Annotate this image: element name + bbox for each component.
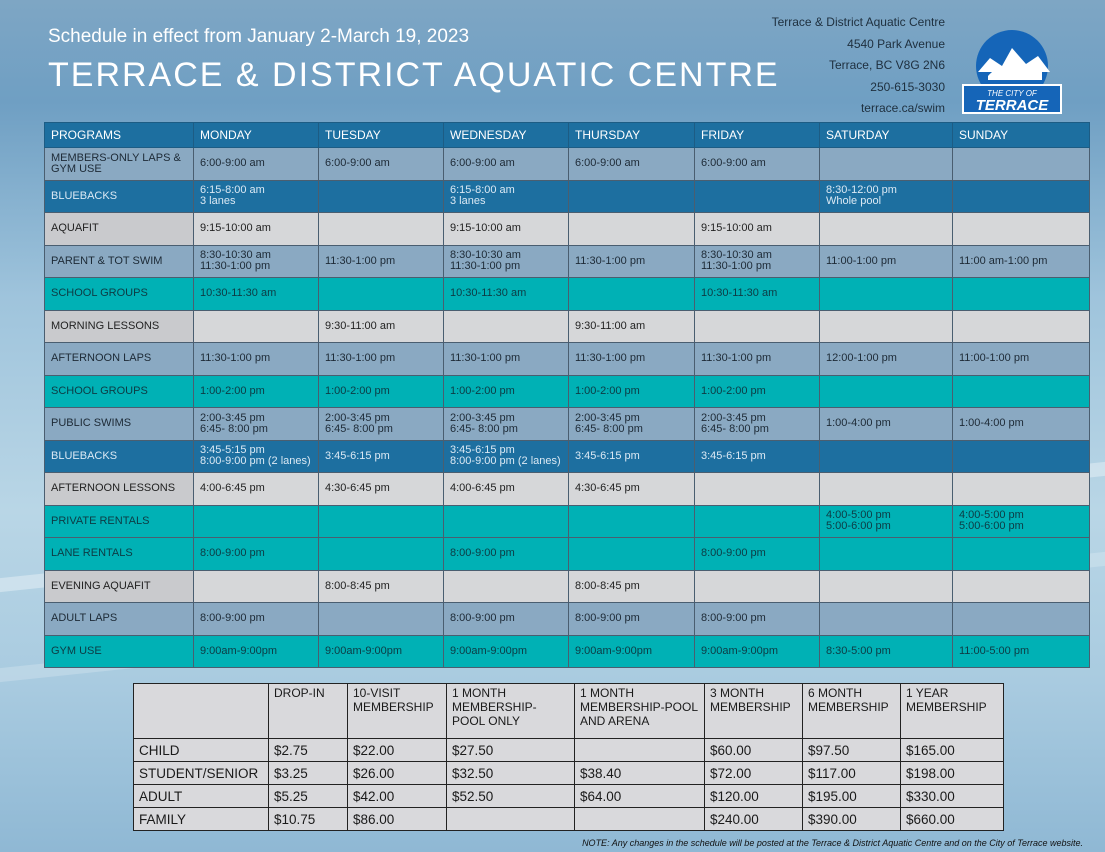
schedule-cell xyxy=(319,213,444,246)
schedule-cell: 9:00am-9:00pm xyxy=(695,635,820,668)
schedule-cell xyxy=(319,278,444,311)
schedule-cell: 8:00-8:45 pm xyxy=(319,570,444,603)
rates-col-header: DROP-IN xyxy=(269,684,348,739)
rate-category: ADULT xyxy=(134,785,269,808)
schedule-cell xyxy=(444,505,569,538)
schedule-cell: 11:30-1:00 pm xyxy=(695,343,820,376)
program-name: SCHOOL GROUPS xyxy=(45,278,194,311)
schedule-cell: 6:15-8:00 am 3 lanes xyxy=(444,180,569,213)
schedule-cell xyxy=(319,180,444,213)
schedule-col-header: TUESDAY xyxy=(319,123,444,148)
schedule-cell: 9:00am-9:00pm xyxy=(569,635,695,668)
rates-col-header: 1 MONTH MEMBERSHIP-POOL AND ARENA xyxy=(575,684,705,739)
schedule-row xyxy=(45,570,1090,603)
schedule-cell: 9:00am-9:00pm xyxy=(444,635,569,668)
schedule-cell: 6:00-9:00 am xyxy=(319,148,444,181)
schedule-cell: 9:15-10:00 am xyxy=(194,213,319,246)
contact-address: 4540 Park Avenue xyxy=(847,36,945,51)
program-name: MORNING LESSONS xyxy=(45,310,194,343)
rates-col-header: 6 MONTH MEMBERSHIP xyxy=(803,684,901,739)
schedule-cell xyxy=(319,538,444,571)
rate-price: $390.00 xyxy=(803,808,901,831)
schedule-cell xyxy=(319,603,444,636)
rate-price xyxy=(575,808,705,831)
schedule-cell: 3:45-5:15 pm 8:00-9:00 pm (2 lanes) xyxy=(194,440,319,473)
schedule-header-row xyxy=(45,123,1090,148)
schedule-cell: 10:30-11:30 am xyxy=(695,278,820,311)
program-name: ADULT LAPS xyxy=(45,603,194,636)
schedule-cell: 11:00-1:00 pm xyxy=(953,343,1090,376)
schedule-cell xyxy=(319,505,444,538)
schedule-row xyxy=(45,278,1090,311)
schedule-cell: 1:00-4:00 pm xyxy=(953,408,1090,441)
rates-row xyxy=(134,785,1004,808)
schedule-cell xyxy=(820,538,953,571)
rate-price: $5.25 xyxy=(269,785,348,808)
rate-price: $198.00 xyxy=(901,762,1004,785)
program-name: BLUEBACKS xyxy=(45,440,194,473)
schedule-cell: 11:30-1:00 pm xyxy=(319,245,444,278)
schedule-cell: 2:00-3:45 pm 6:45- 8:00 pm xyxy=(319,408,444,441)
schedule-cell: 8:00-9:00 pm xyxy=(695,538,820,571)
rate-price: $240.00 xyxy=(705,808,803,831)
schedule-row xyxy=(45,245,1090,278)
schedule-cell: 8:30-12:00 pm Whole pool xyxy=(820,180,953,213)
schedule-cell xyxy=(953,375,1090,408)
schedule-cell xyxy=(820,375,953,408)
contact-city: Terrace, BC V8G 2N6 xyxy=(828,58,945,72)
rate-price: $38.40 xyxy=(575,762,705,785)
schedule-cell: 8:30-10:30 am 11:30-1:00 pm xyxy=(695,245,820,278)
schedule-cell: 1:00-2:00 pm xyxy=(319,375,444,408)
program-name: EVENING AQUAFIT xyxy=(45,570,194,603)
program-name: AQUAFIT xyxy=(45,213,194,246)
schedule-cell xyxy=(569,505,695,538)
schedule-cell: 2:00-3:45 pm 6:45- 8:00 pm xyxy=(695,408,820,441)
schedule-cell: 4:00-5:00 pm 5:00-6:00 pm xyxy=(953,505,1090,538)
schedule-row xyxy=(45,635,1090,668)
schedule-cell: 4:00-5:00 pm 5:00-6:00 pm xyxy=(820,505,953,538)
schedule-row xyxy=(45,538,1090,571)
schedule-cell: 9:00am-9:00pm xyxy=(194,635,319,668)
schedule-cell xyxy=(953,310,1090,343)
schedule-cell: 11:30-1:00 pm xyxy=(569,343,695,376)
contact-name: Terrace & District Aquatic Centre xyxy=(771,15,945,29)
schedule-cell: 9:30-11:00 am xyxy=(319,310,444,343)
rates-col-header xyxy=(134,684,269,739)
schedule-cell: 12:00-1:00 pm xyxy=(820,343,953,376)
rate-price: $660.00 xyxy=(901,808,1004,831)
schedule-cell: 8:30-10:30 am 11:30-1:00 pm xyxy=(444,245,569,278)
rate-price xyxy=(575,739,705,762)
schedule-cell: 9:15-10:00 am xyxy=(444,213,569,246)
schedule-cell: 8:00-9:00 pm xyxy=(444,538,569,571)
rate-price xyxy=(447,808,575,831)
rate-price: $60.00 xyxy=(705,739,803,762)
schedule-cell: 6:00-9:00 am xyxy=(444,148,569,181)
rate-price: $195.00 xyxy=(803,785,901,808)
program-name: LANE RENTALS xyxy=(45,538,194,571)
rates-col-header: 1 MONTH MEMBERSHIP-POOL ONLY xyxy=(447,684,575,739)
program-name: PRIVATE RENTALS xyxy=(45,505,194,538)
program-name: AFTERNOON LAPS xyxy=(45,343,194,376)
schedule-col-header: PROGRAMS xyxy=(45,123,194,148)
schedule-cell xyxy=(953,603,1090,636)
schedule-cell xyxy=(820,603,953,636)
schedule-cell xyxy=(569,213,695,246)
schedule-cell xyxy=(820,213,953,246)
rate-price: $330.00 xyxy=(901,785,1004,808)
schedule-cell: 8:00-9:00 pm xyxy=(194,538,319,571)
schedule-cell xyxy=(953,538,1090,571)
schedule-cell: 3:45-6:15 pm xyxy=(569,440,695,473)
rates-header-row xyxy=(134,684,1004,739)
program-name: SCHOOL GROUPS xyxy=(45,375,194,408)
schedule-cell: 3:45-6:15 pm xyxy=(695,440,820,473)
schedule-cell: 2:00-3:45 pm 6:45- 8:00 pm xyxy=(569,408,695,441)
schedule-note: NOTE: Any changes in the schedule will be posted at the Terrace & District Aquatic Centre and on the City of Terrace website. xyxy=(582,838,1083,848)
schedule-col-header: FRIDAY xyxy=(695,123,820,148)
schedule-cell xyxy=(953,180,1090,213)
schedule-row xyxy=(45,603,1090,636)
schedule-cell: 4:00-6:45 pm xyxy=(194,473,319,506)
schedule-cell: 4:30-6:45 pm xyxy=(319,473,444,506)
schedule-cell: 11:00-5:00 pm xyxy=(953,635,1090,668)
city-of-terrace-logo xyxy=(958,28,1066,116)
schedule-cell: 1:00-2:00 pm xyxy=(444,375,569,408)
rate-category: STUDENT/SENIOR xyxy=(134,762,269,785)
schedule-cell xyxy=(194,570,319,603)
rates-row xyxy=(134,762,1004,785)
program-name: BLUEBACKS xyxy=(45,180,194,213)
rates-table xyxy=(133,683,1004,831)
schedule-table xyxy=(44,122,1090,668)
schedule-cell: 8:00-9:00 pm xyxy=(194,603,319,636)
rate-price: $3.25 xyxy=(269,762,348,785)
schedule-cell xyxy=(953,473,1090,506)
schedule-cell: 10:30-11:30 am xyxy=(194,278,319,311)
contact-phone: 250-615-3030 xyxy=(870,79,945,94)
schedule-cell: 4:00-6:45 pm xyxy=(444,473,569,506)
schedule-cell: 1:00-2:00 pm xyxy=(695,375,820,408)
schedule-cell: 9:30-11:00 am xyxy=(569,310,695,343)
schedule-row xyxy=(45,148,1090,181)
schedule-cell: 11:30-1:00 pm xyxy=(444,343,569,376)
schedule-col-header: MONDAY xyxy=(194,123,319,148)
schedule-row xyxy=(45,180,1090,213)
schedule-cell xyxy=(695,180,820,213)
schedule-col-header: SATURDAY xyxy=(820,123,953,148)
schedule-cell: 11:30-1:00 pm xyxy=(319,343,444,376)
rate-price: $26.00 xyxy=(348,762,447,785)
schedule-cell: 11:30-1:00 pm xyxy=(194,343,319,376)
program-name: MEMBERS-ONLY LAPS & GYM USE xyxy=(45,148,194,181)
schedule-cell: 8:00-9:00 pm xyxy=(569,603,695,636)
rate-price: $22.00 xyxy=(348,739,447,762)
rate-price: $117.00 xyxy=(803,762,901,785)
schedule-cell: 6:00-9:00 am xyxy=(569,148,695,181)
schedule-cell xyxy=(695,505,820,538)
program-name: GYM USE xyxy=(45,635,194,668)
schedule-cell xyxy=(953,570,1090,603)
rate-price: $27.50 xyxy=(447,739,575,762)
schedule-cell xyxy=(820,278,953,311)
schedule-cell: 8:00-9:00 pm xyxy=(695,603,820,636)
schedule-row xyxy=(45,505,1090,538)
rate-price: $10.75 xyxy=(269,808,348,831)
schedule-row xyxy=(45,375,1090,408)
schedule-cell: 3:45-6:15 pm xyxy=(319,440,444,473)
contact-block xyxy=(772,12,945,120)
rate-price: $2.75 xyxy=(269,739,348,762)
schedule-cell: 6:15-8:00 am 3 lanes xyxy=(194,180,319,213)
schedule-cell xyxy=(820,440,953,473)
rates-col-header: 3 MONTH MEMBERSHIP xyxy=(705,684,803,739)
rate-category: CHILD xyxy=(134,739,269,762)
schedule-cell: 11:00-1:00 pm xyxy=(820,245,953,278)
rates-row xyxy=(134,739,1004,762)
schedule-cell xyxy=(569,538,695,571)
program-name: PARENT & TOT SWIM xyxy=(45,245,194,278)
logo-text-small: THE CITY OF xyxy=(987,89,1037,98)
schedule-cell: 8:30-10:30 am 11:30-1:00 pm xyxy=(194,245,319,278)
rate-price: $72.00 xyxy=(705,762,803,785)
schedule-cell xyxy=(953,440,1090,473)
rate-price: $165.00 xyxy=(901,739,1004,762)
rate-category: FAMILY xyxy=(134,808,269,831)
schedule-cell xyxy=(569,278,695,311)
schedule-cell: 10:30-11:30 am xyxy=(444,278,569,311)
schedule-cell: 8:00-9:00 pm xyxy=(444,603,569,636)
schedule-cell: 9:15-10:00 am xyxy=(695,213,820,246)
rate-price: $64.00 xyxy=(575,785,705,808)
schedule-cell: 1:00-4:00 pm xyxy=(820,408,953,441)
rate-price: $52.50 xyxy=(447,785,575,808)
schedule-subtitle: Schedule in effect from January 2-March 19, 2023 xyxy=(48,26,470,47)
rates-col-header: 1 YEAR MEMBERSHIP xyxy=(901,684,1004,739)
schedule-cell xyxy=(569,180,695,213)
schedule-cell xyxy=(695,570,820,603)
rates-row xyxy=(134,808,1004,831)
schedule-cell xyxy=(695,310,820,343)
schedule-cell xyxy=(820,148,953,181)
schedule-col-header: WEDNESDAY xyxy=(444,123,569,148)
schedule-cell: 9:00am-9:00pm xyxy=(319,635,444,668)
schedule-cell xyxy=(444,310,569,343)
schedule-cell: 1:00-2:00 pm xyxy=(194,375,319,408)
schedule-cell xyxy=(953,213,1090,246)
schedule-col-header: SUNDAY xyxy=(953,123,1090,148)
schedule-cell xyxy=(695,473,820,506)
schedule-cell xyxy=(953,278,1090,311)
schedule-row xyxy=(45,408,1090,441)
schedule-cell xyxy=(820,310,953,343)
schedule-cell: 11:00 am-1:00 pm xyxy=(953,245,1090,278)
rate-price: $86.00 xyxy=(348,808,447,831)
schedule-cell: 11:30-1:00 pm xyxy=(569,245,695,278)
schedule-row xyxy=(45,473,1090,506)
schedule-cell: 3:45-6:15 pm 8:00-9:00 pm (2 lanes) xyxy=(444,440,569,473)
schedule-cell xyxy=(444,570,569,603)
schedule-cell: 4:30-6:45 pm xyxy=(569,473,695,506)
schedule-cell xyxy=(820,473,953,506)
page-title: TERRACE & DISTRICT AQUATIC CENTRE xyxy=(48,56,780,94)
schedule-cell: 6:00-9:00 am xyxy=(695,148,820,181)
schedule-col-header: THURSDAY xyxy=(569,123,695,148)
schedule-cell xyxy=(194,505,319,538)
schedule-cell xyxy=(194,310,319,343)
rate-price: $120.00 xyxy=(705,785,803,808)
schedule-row xyxy=(45,343,1090,376)
rate-price: $97.50 xyxy=(803,739,901,762)
contact-website: terrace.ca/swim xyxy=(860,101,945,115)
rate-price: $32.50 xyxy=(447,762,575,785)
schedule-row xyxy=(45,213,1090,246)
logo-text-large: TERRACE xyxy=(975,97,1049,114)
schedule-cell: 8:30-5:00 pm xyxy=(820,635,953,668)
schedule-cell xyxy=(820,570,953,603)
program-name: AFTERNOON LESSONS xyxy=(45,473,194,506)
schedule-cell: 6:00-9:00 am xyxy=(194,148,319,181)
schedule-row xyxy=(45,440,1090,473)
schedule-cell xyxy=(953,148,1090,181)
schedule-cell: 1:00-2:00 pm xyxy=(569,375,695,408)
schedule-row xyxy=(45,310,1090,343)
schedule-cell: 8:00-8:45 pm xyxy=(569,570,695,603)
program-name: PUBLIC SWIMS xyxy=(45,408,194,441)
schedule-cell: 2:00-3:45 pm 6:45- 8:00 pm xyxy=(444,408,569,441)
rates-col-header: 10-VISIT MEMBERSHIP xyxy=(348,684,447,739)
schedule-cell: 2:00-3:45 pm 6:45- 8:00 pm xyxy=(194,408,319,441)
rate-price: $42.00 xyxy=(348,785,447,808)
